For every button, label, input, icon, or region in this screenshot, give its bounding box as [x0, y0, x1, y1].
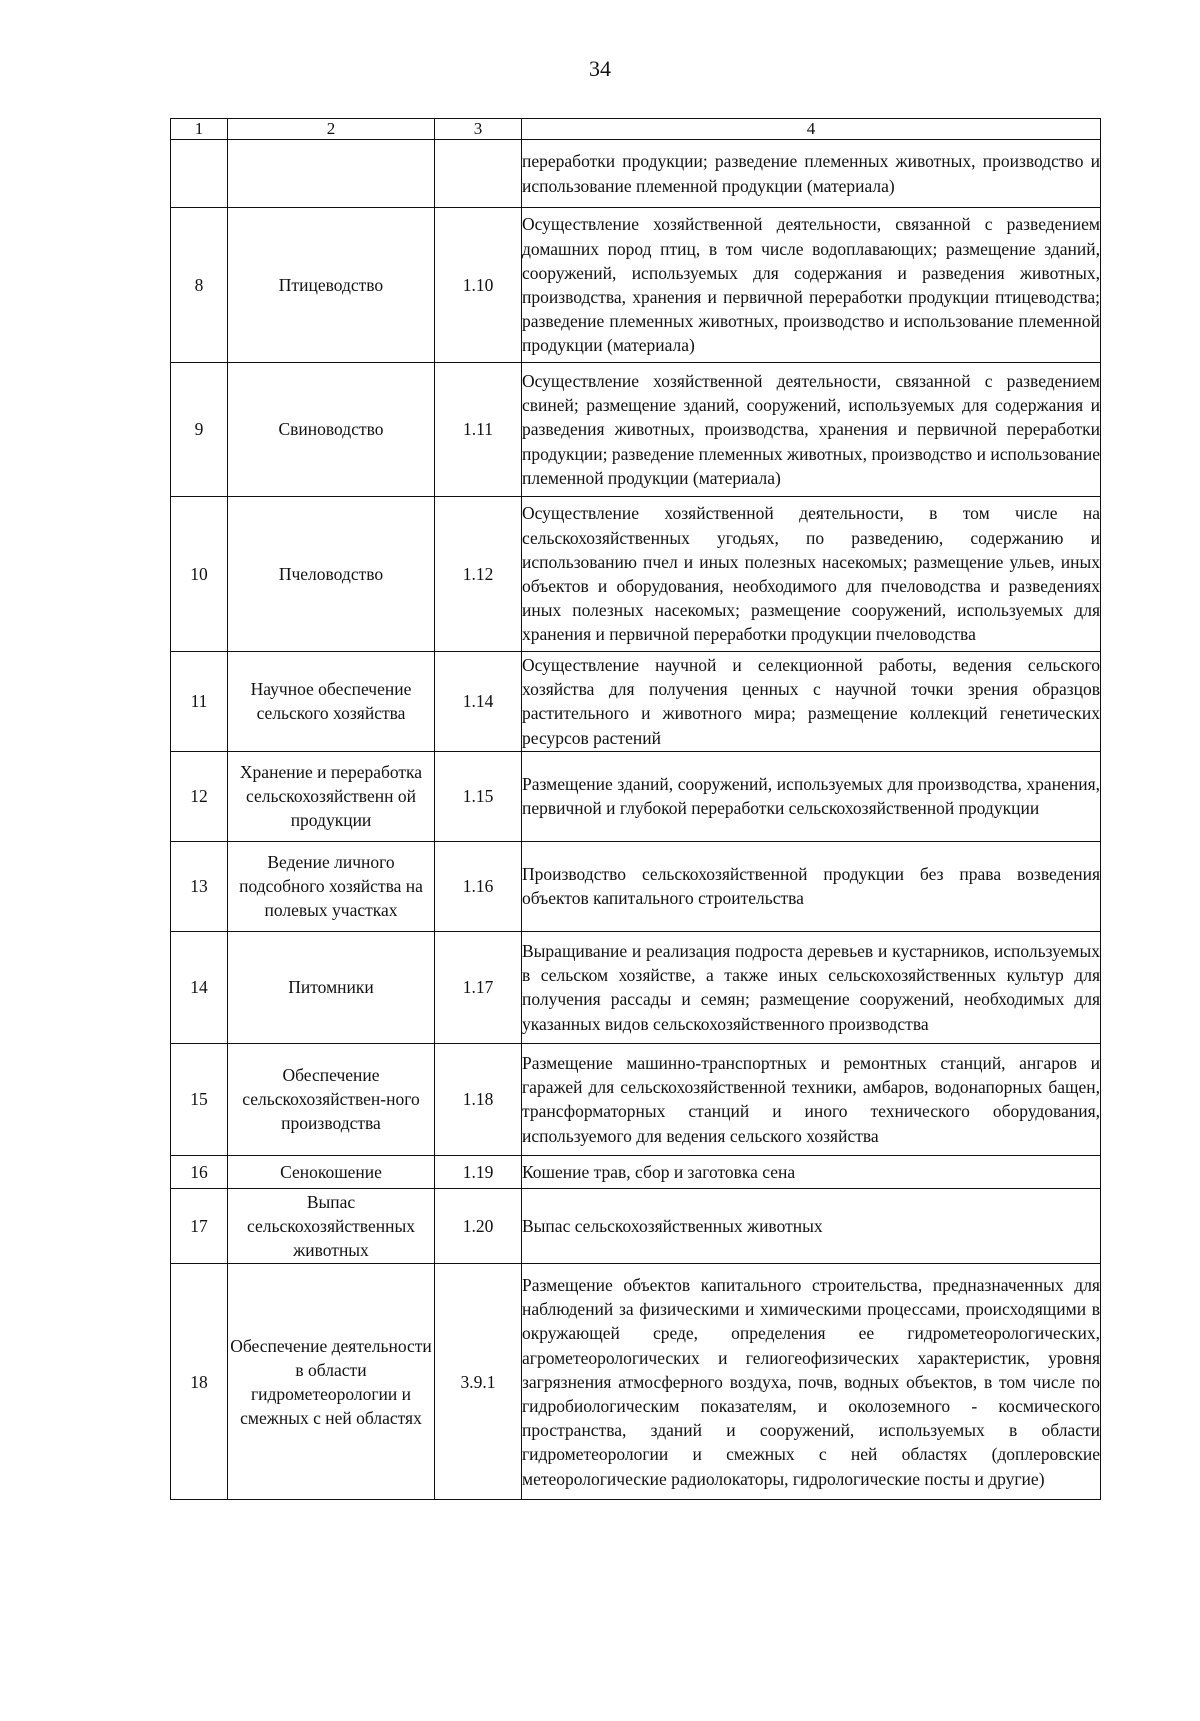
- row-description-cell: Кошение трав, сбор и заготовка сена: [522, 1155, 1101, 1188]
- row-number-cell: [171, 140, 228, 208]
- table-row: [171, 1043, 1101, 1155]
- row-name-cell: Свиноводство: [228, 363, 435, 497]
- row-description-cell: Производство сельскохозяйственной продукции без права возведения объектов капитального строительства: [522, 841, 1101, 931]
- row-name-cell: Научное обеспечение сельского хозяйства: [228, 652, 435, 752]
- row-name-cell: Выпас сельскохозяйственных животных: [228, 1188, 435, 1264]
- row-number-cell: 14: [171, 931, 228, 1043]
- header-cell-2: 2: [228, 119, 435, 140]
- table-row: [171, 497, 1101, 652]
- row-name-cell: Пчеловодство: [228, 497, 435, 652]
- row-code-cell: 1.20: [435, 1188, 522, 1264]
- table-row: [171, 1264, 1101, 1500]
- table-row: [171, 841, 1101, 931]
- row-name-cell: Сенокошение: [228, 1155, 435, 1188]
- row-name-cell: [228, 140, 435, 208]
- table-row: [171, 140, 1101, 208]
- row-name-cell: Обеспечение деятельности в области гидрометеорологии и смежных с ней областях: [228, 1264, 435, 1500]
- row-description-cell: Размещение машинно-транспортных и ремонтных станций, ангаров и гаражей для сельскохозяйственной техники, амбаров, водонапорных бащен, трансформаторных станций и иного технического оборудования, используемого для ведения сельского хозяйства: [522, 1043, 1101, 1155]
- row-name-cell: Обеспечение сельскохозяйствен-ного производства: [228, 1043, 435, 1155]
- table-row: [171, 208, 1101, 363]
- table-row: [171, 652, 1101, 752]
- land-use-table: [170, 118, 1101, 1500]
- row-name-cell: Ведение личного подсобного хозяйства на полевых участках: [228, 841, 435, 931]
- row-number-cell: 18: [171, 1264, 228, 1500]
- row-number-cell: 8: [171, 208, 228, 363]
- row-number-cell: 16: [171, 1155, 228, 1188]
- row-number-cell: 12: [171, 751, 228, 841]
- row-name-cell: Хранение и переработка сельскохозяйственн ой продукции: [228, 751, 435, 841]
- table-row: [171, 1188, 1101, 1264]
- row-description-cell: Выращивание и реализация подроста деревьев и кустарников, используемых в сельском хозяйстве, а также иных сельскохозяйственных культур для получения рассады и семян; размещение сооружений, необходимых для указанных видов сельскохозяйственного производства: [522, 931, 1101, 1043]
- row-number-cell: 11: [171, 652, 228, 752]
- row-description-cell: Размещение зданий, сооружений, используемых для производства, хранения, первичной и глубокой переработки сельскохозяйственной продукции: [522, 751, 1101, 841]
- header-cell-4: 4: [522, 119, 1101, 140]
- row-description-cell: Выпас сельскохозяйственных животных: [522, 1188, 1101, 1264]
- table-header-row: [171, 119, 1101, 140]
- row-number-cell: 10: [171, 497, 228, 652]
- page-number: 34: [589, 56, 611, 81]
- row-description-cell: Осуществление научной и селекционной работы, ведения сельского хозяйства для получения ценных с научной точки зрения образцов растительного и животного мира; размещение коллекций генетических ресурсов растений: [522, 652, 1101, 752]
- row-code-cell: 3.9.1: [435, 1264, 522, 1500]
- row-code-cell: 1.18: [435, 1043, 522, 1155]
- row-number-cell: 13: [171, 841, 228, 931]
- row-code-cell: 1.17: [435, 931, 522, 1043]
- row-number-cell: 9: [171, 363, 228, 497]
- row-code-cell: 1.16: [435, 841, 522, 931]
- row-number-cell: 15: [171, 1043, 228, 1155]
- row-code-cell: 1.14: [435, 652, 522, 752]
- table-row: [171, 1155, 1101, 1188]
- row-name-cell: Питомники: [228, 931, 435, 1043]
- row-name-cell: Птицеводство: [228, 208, 435, 363]
- row-description-cell: Размещение объектов капитального строительства, предназначенных для наблюдений за физическими и химическими процессами, происходящими в окружающей среде, определения ее гидрометеорологических, агрометеорологических и гелиогеофизических характеристик, уровня загрязнения атмосферного воздуха, почв, водных объектов, в том числе по гидробиологическим показателям, и околоземного - космического пространства, зданий и сооружений, используемых в области гидрометеорологии и смежных с ней областях (доплеровские метеорологические радиолокаторы, гидрологические посты и другие): [522, 1264, 1101, 1500]
- table-row: [171, 363, 1101, 497]
- row-number-cell: 17: [171, 1188, 228, 1264]
- row-code-cell: 1.19: [435, 1155, 522, 1188]
- row-description-cell: Осуществление хозяйственной деятельности, связанной с разведением домашних пород птиц, в том числе водоплавающих; размещение зданий, сооружений, используемых для содержания и разведения животных, производства, хранения и первичной переработки продукции птицеводства; разведение племенных животных, производство и использование племенной продукции (материала): [522, 208, 1101, 363]
- row-code-cell: 1.10: [435, 208, 522, 363]
- row-description-cell: Осуществление хозяйственной деятельности, связанной с разведением свиней; размещение зданий, сооружений, используемых для содержания и разведения животных, производства, хранения и первичной переработки продукции; разведение племенных животных, производство и использование племенной продукции (материала): [522, 363, 1101, 497]
- header-cell-3: 3: [435, 119, 522, 140]
- table-row: [171, 751, 1101, 841]
- row-code-cell: 1.15: [435, 751, 522, 841]
- row-code-cell: 1.11: [435, 363, 522, 497]
- row-description-cell: переработки продукции; разведение племенных животных, производство и использование племенной продукции (материала): [522, 140, 1101, 208]
- row-code-cell: 1.12: [435, 497, 522, 652]
- header-cell-1: 1: [171, 119, 228, 140]
- table-row: [171, 931, 1101, 1043]
- row-description-cell: Осуществление хозяйственной деятельности, в том числе на сельскохозяйственных угодьях, по разведению, содержанию и использованию пчел и иных полезных насекомых; размещение ульев, иных объектов и оборудования, необходимого для пчеловодства и разведениях иных полезных насекомых; размещение сооружений, используемых для хранения и первичной переработки продукции пчеловодства: [522, 497, 1101, 652]
- row-code-cell: [435, 140, 522, 208]
